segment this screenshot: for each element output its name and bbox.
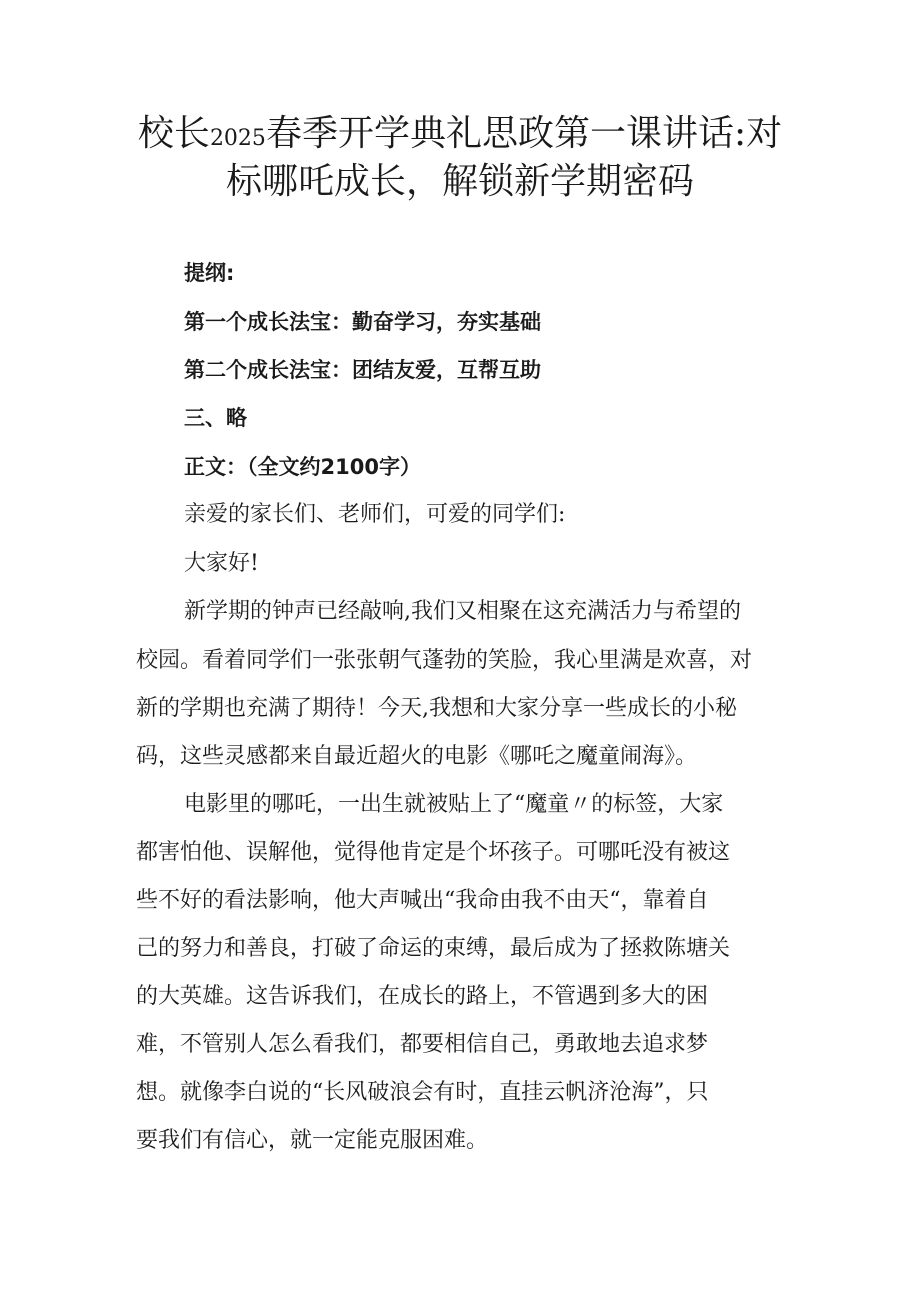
paragraph-2-line: 的大英雄。这告诉我们，在成长的路上，不管遇到多大的困 bbox=[136, 984, 709, 1009]
paragraph-1-line: 码，这些灵感都来自最近超火的电影《哪吒之魔童闹海》。 bbox=[136, 744, 698, 769]
paragraph-2-line: 电影里的哪吒，一出生就被贴上了“魔童〃的标签，大家 bbox=[184, 792, 724, 817]
hello-line: 大家好! bbox=[184, 551, 259, 576]
outline-item-3: 三、略 bbox=[184, 406, 247, 430]
outline-item-2: 第二个成长法宝：团结友爱，互帮互助 bbox=[184, 358, 541, 382]
paragraph-1-line: 新的学期也充满了期待！今天,我想和大家分享一些成长的小秘 bbox=[136, 696, 737, 721]
document-title-line-2: 标哪吒成长，解锁新学期密码 bbox=[225, 161, 694, 202]
greeting-line: 亲爱的家长们、老师们，可爱的同学们: bbox=[184, 502, 566, 527]
paragraph-2-line: 己的努力和善良，打破了命运的束缚，最后成为了拯救陈塘关 bbox=[136, 936, 731, 961]
paragraph-2-line: 些不好的看法影响，他大声喊出“我命由我不由天“，靠着自 bbox=[136, 888, 709, 913]
title-year: 2025 bbox=[209, 126, 266, 151]
paragraph-2-line: 想。就像李白说的“长风破浪会有时，直挂云帆济沧海”，只 bbox=[136, 1080, 709, 1105]
body-label: 正文：（全文约2100字） bbox=[184, 455, 421, 479]
paragraph-1-line: 新学期的钟声已经敲响,我们又相聚在这充满活力与希望的 bbox=[184, 599, 741, 624]
title-prefix: 校长 bbox=[137, 113, 210, 154]
paragraph-2-line: 要我们有信心，就一定能克服困难。 bbox=[136, 1128, 489, 1153]
outline-item-1: 第一个成长法宝：勤奋学习，夯实基础 bbox=[184, 310, 541, 334]
outline-heading: 提纲: bbox=[184, 261, 235, 285]
paragraph-2-line: 都害怕他、误解他，觉得他肯定是个坏孩子。可哪吒没有被这 bbox=[136, 840, 731, 865]
document-title-line-1 bbox=[90, 110, 830, 163]
paragraph-2-line: 难，不管别人怎么看我们，都要相信自己，勇敢地去追求梦 bbox=[136, 1032, 709, 1057]
paragraph-1-line: 校园。看着同学们一张张朝气蓬勃的笑脸，我心里满是欢喜，对 bbox=[136, 648, 753, 673]
title-suffix: 春季开学典礼思政第一课讲话:对 bbox=[265, 113, 783, 154]
